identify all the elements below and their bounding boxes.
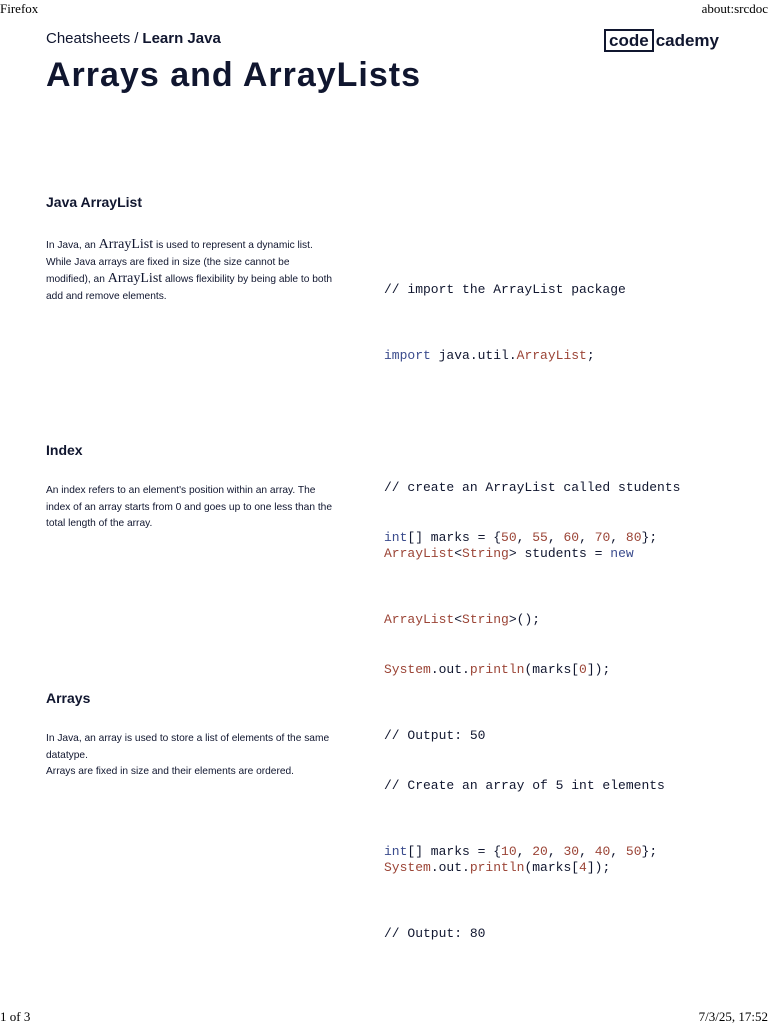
code-type: ArrayList xyxy=(384,612,455,627)
page-indicator: 1 of 3 xyxy=(0,1009,31,1024)
logo-boxed-text: code xyxy=(604,29,654,52)
breadcrumb-learn-java-link[interactable]: Learn Java xyxy=(142,30,221,47)
code-number: 10 xyxy=(501,844,517,859)
code-text: , xyxy=(610,844,626,859)
code-text: > students = xyxy=(508,546,611,561)
desc-text: is used to represent a dynamic list. xyxy=(153,240,313,251)
breadcrumb-separator: / xyxy=(134,30,139,47)
code-line xyxy=(384,923,657,945)
inline-code: ArrayList xyxy=(107,271,163,286)
code-text: < xyxy=(454,612,463,627)
code-number: 4 xyxy=(579,860,587,875)
code-text: [] marks = { xyxy=(407,844,502,859)
section-description xyxy=(46,731,336,781)
desc-text: allows flexibility by being able to both add and remove elements. xyxy=(46,274,333,302)
code-text: , xyxy=(516,844,533,859)
code-text: .out. xyxy=(430,860,470,875)
code-line xyxy=(384,659,657,681)
codecademy-logo[interactable] xyxy=(604,29,719,52)
code-text: }; xyxy=(641,844,658,859)
section-description xyxy=(46,483,336,533)
code-function: println xyxy=(469,860,525,875)
code-text: , xyxy=(547,530,564,545)
code-line xyxy=(384,841,665,863)
code-text: ]); xyxy=(586,662,611,677)
code-text: , xyxy=(579,844,595,859)
code-keyword: new xyxy=(610,546,634,561)
code-comment: // import the ArrayList package xyxy=(384,282,626,297)
browser-app-name: Firefox xyxy=(0,1,39,16)
code-comment: // create an ArrayList called students xyxy=(384,480,681,495)
code-comment: // Output: 80 xyxy=(384,926,486,941)
code-text: , xyxy=(610,530,626,545)
code-line xyxy=(384,527,657,549)
code-comment: // Output: 50 xyxy=(384,728,486,743)
code-text: ; xyxy=(586,348,595,363)
code-text: java.util. xyxy=(430,348,517,363)
code-function: println xyxy=(469,662,525,677)
code-type: System xyxy=(384,662,431,677)
code-number: 80 xyxy=(625,530,642,545)
breadcrumb xyxy=(46,30,221,47)
code-line xyxy=(384,345,680,367)
code-number: 60 xyxy=(563,530,580,545)
code-number: 30 xyxy=(563,844,580,859)
code-blank-line xyxy=(384,411,680,433)
code-number: 50 xyxy=(625,844,642,859)
code-number: 40 xyxy=(594,844,611,859)
code-block xyxy=(384,731,665,907)
code-comment: // Create an array of 5 int elements xyxy=(384,778,665,793)
code-blank-line xyxy=(384,593,657,615)
desc-text: In Java, an array is used to store a list of elements of the same datatype. xyxy=(46,733,330,761)
code-type: System xyxy=(384,860,431,875)
code-type: ArrayList xyxy=(516,348,587,363)
code-number: 20 xyxy=(532,844,548,859)
section-heading: Index xyxy=(46,442,83,458)
desc-text: In Java, an xyxy=(46,240,99,251)
section-description xyxy=(46,237,336,305)
code-keyword: int xyxy=(384,844,408,859)
code-keyword: int xyxy=(384,530,408,545)
code-text: < xyxy=(454,546,463,561)
code-text: [] marks = { xyxy=(407,530,502,545)
code-keyword: import xyxy=(384,348,431,363)
code-number: 0 xyxy=(579,662,587,677)
desc-text: An index refers to an element's position within an array. The index of an array starts from 0 and goes up to one less than the total length of the array. xyxy=(46,485,332,529)
code-type: ArrayList xyxy=(384,546,455,561)
section-heading: Java ArrayList xyxy=(46,194,142,210)
desc-text: Arrays are fixed in size and their elements are ordered. xyxy=(46,766,295,777)
inline-code: ArrayList xyxy=(98,237,154,252)
code-type: String xyxy=(462,546,509,561)
code-text: , xyxy=(547,844,564,859)
code-text: }; xyxy=(641,530,658,545)
code-line xyxy=(384,279,680,301)
code-text: , xyxy=(579,530,595,545)
breadcrumb-cheatsheets-link[interactable]: Cheatsheets xyxy=(46,30,131,47)
page-url: about:srcdoc xyxy=(701,1,768,16)
page-title: Arrays and ArrayLists xyxy=(46,56,422,94)
code-line xyxy=(384,775,665,797)
code-text: >(); xyxy=(508,612,541,627)
code-type: String xyxy=(462,612,509,627)
code-text: .out. xyxy=(430,662,470,677)
logo-rest-text: cademy xyxy=(655,30,720,50)
code-number: 70 xyxy=(594,530,611,545)
code-number: 50 xyxy=(501,530,517,545)
desc-text: While Java arrays are fixed in size (the size cannot be modified), an xyxy=(46,256,290,285)
code-text: ]); xyxy=(586,860,611,875)
section-heading: Arrays xyxy=(46,690,91,706)
code-text: , xyxy=(516,530,533,545)
code-text: (marks[ xyxy=(524,860,580,875)
code-number: 55 xyxy=(532,530,548,545)
print-timestamp: 7/3/25, 17:52 xyxy=(698,1009,768,1024)
code-text: (marks[ xyxy=(524,662,580,677)
